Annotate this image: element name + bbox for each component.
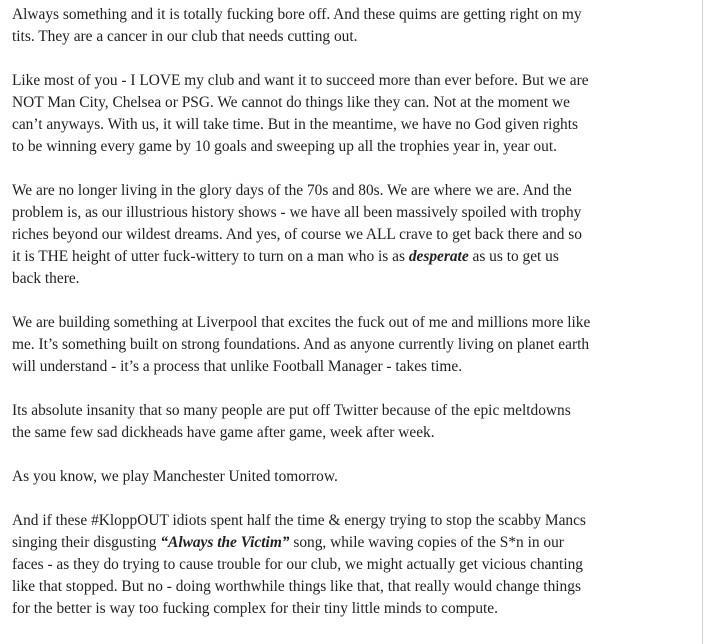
text-line: We are building something at Liverpool that excites the fuck out of me and millions more like xyxy=(12,314,591,331)
text-line: to be winning every game by 10 goals and sweeping up all the trophies year in, year out. xyxy=(12,138,557,155)
text-segment: as us to get us xyxy=(468,248,559,265)
text-line: Its absolute insanity that so many people are put off Twitter because of the epic meltdowns xyxy=(12,402,571,419)
text-line: Like most of you - I LOVE my club and want it to succeed more than ever before. But we are xyxy=(12,72,589,89)
paragraph-3 xyxy=(12,180,690,290)
text-line: can’t anyways. With us, it will take time. But in the meantime, we have no God given rights xyxy=(12,116,579,133)
text-line: riches beyond our wildest dreams. And yes, of course we ALL crave to get back there and so xyxy=(12,226,582,243)
emphasis-text: desperate xyxy=(408,248,469,265)
paragraph-1 xyxy=(12,4,690,48)
text-line: And if these #KloppOUT idiots spent half the time & energy trying to stop the scabby Mancs xyxy=(12,512,586,529)
text-line: NOT Man City, Chelsea or PSG. We cannot do things like they can. Not at the moment we xyxy=(12,94,571,111)
text-line: will understand - it’s a process that unlike Football Manager - takes time. xyxy=(12,358,463,375)
page-edge-divider xyxy=(702,0,703,644)
paragraph-2 xyxy=(12,70,690,158)
text-line: faces - as they do trying to cause trouble for our club, we might actually get vicious chanting xyxy=(12,556,583,573)
text-line: like that stopped. But no - doing worthwhile things like that, that really would change things xyxy=(12,578,581,595)
text-line-with-emphasis xyxy=(12,246,690,268)
text-line: tits. They are a cancer in our club that needs cutting out. xyxy=(12,28,358,45)
text-line: We are no longer living in the glory days of the 70s and 80s. We are where we are. And the xyxy=(12,182,572,199)
text-segment: it is THE height of utter fuck-wittery to turn on a man who is as xyxy=(12,248,409,265)
paragraph-6 xyxy=(12,466,690,488)
text-line: back there. xyxy=(12,270,80,287)
text-line-with-emphasis xyxy=(12,532,690,554)
paragraph-7 xyxy=(12,510,690,620)
text-line: for the better is way too fucking complex for their tiny little minds to compute. xyxy=(12,600,498,617)
text-line: the same few sad dickheads have game after game, week after week. xyxy=(12,424,435,441)
emphasis-text: “Always the Victim” xyxy=(160,534,290,551)
text-segment: singing their disgusting xyxy=(12,534,161,551)
text-line: me. It’s something built on strong foundations. And as anyone currently living on planet earth xyxy=(12,336,590,353)
text-line: Always something and it is totally fucking bore off. And these quims are getting right on my xyxy=(12,6,582,23)
paragraph-5 xyxy=(12,400,690,444)
text-line: problem is, as our illustrious history shows - we have all been massively spoiled with trophy xyxy=(12,204,582,221)
text-line: As you know, we play Manchester United tomorrow. xyxy=(12,468,338,485)
text-segment: song, while waving copies of the S*n in our xyxy=(289,534,564,551)
paragraph-4 xyxy=(12,312,690,378)
